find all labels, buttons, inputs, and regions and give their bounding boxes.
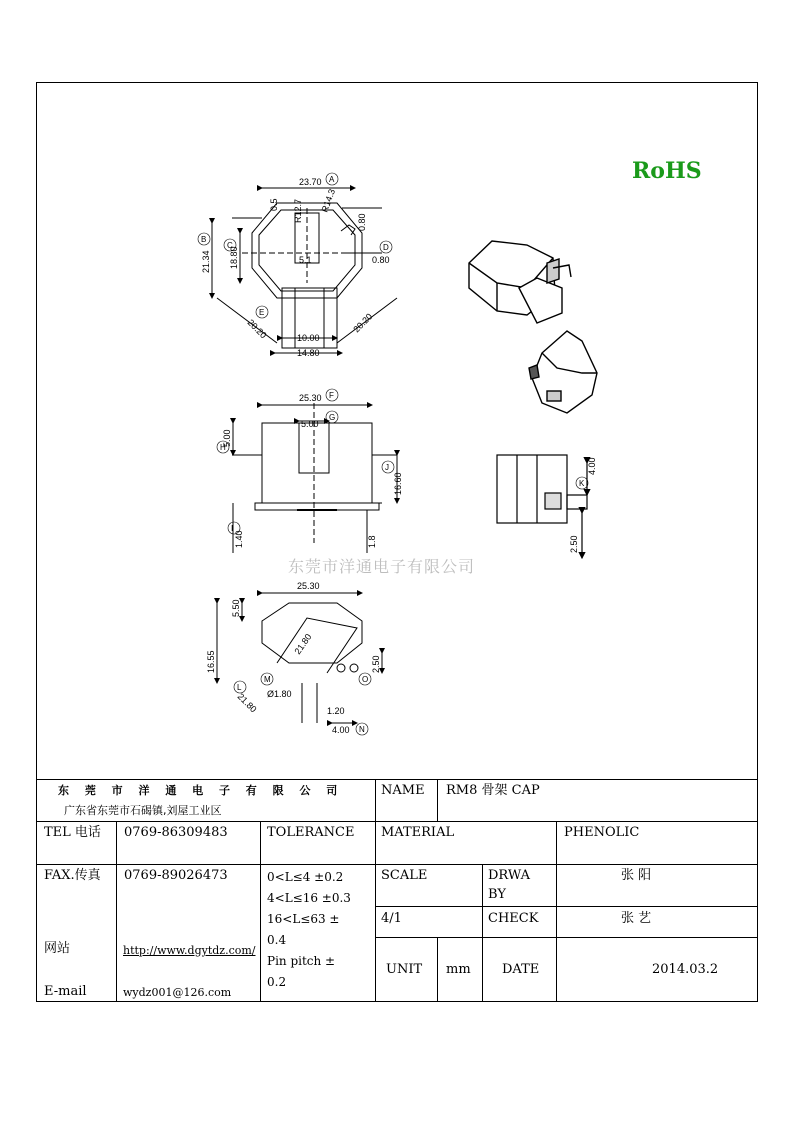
top-view	[212, 188, 397, 353]
dim-label: 16.60	[393, 472, 403, 495]
dim-label: 20.20	[245, 317, 269, 341]
email-label: E-mail	[44, 984, 87, 999]
fax-value: 0769-89026473	[124, 868, 228, 883]
watermark: 东莞市洋通电子有限公司	[288, 557, 476, 576]
tolerance-line: 0.4	[267, 933, 287, 947]
date-label: DATE	[502, 962, 540, 977]
website-label: 网站	[44, 941, 71, 956]
dim-label: 23.70	[299, 177, 322, 187]
material-label: MATERIAL	[381, 825, 455, 840]
email-value: wydz001@126.com	[123, 986, 232, 999]
fax-label: FAX.传真	[44, 868, 101, 883]
dim-label: 10.00	[297, 333, 320, 343]
unit-label: UNIT	[386, 962, 423, 977]
check-label: CHECK	[488, 911, 539, 926]
dim-label: 4.00	[587, 457, 597, 475]
dim-label: R12.7	[293, 198, 303, 223]
dim-label: 5.1	[299, 255, 312, 265]
name-label: NAME	[381, 783, 425, 798]
tolerance-line: Pin pitch ±	[267, 954, 336, 968]
dim-label: Ø1.80	[267, 689, 292, 699]
ref-letter: F	[329, 391, 334, 400]
tolerance-line: 0.2	[267, 975, 287, 989]
company-name: 东 莞 市 洋 通 电 子 有 限 公 司	[58, 784, 344, 797]
dim-label: 1.8	[367, 535, 377, 548]
dim-label: 4.00	[332, 725, 350, 735]
dim-label: 2.50	[371, 655, 381, 673]
drawn-by-label-2: BY	[488, 887, 506, 902]
dim-label: 16.55	[206, 650, 216, 673]
right-view-refs	[576, 477, 588, 489]
ref-letter: E	[259, 308, 265, 317]
tolerance-line: 0<L≤4 ±0.2	[267, 870, 344, 884]
drawn-by-value: 张 阳	[621, 868, 652, 883]
dim-label: 5.00	[222, 429, 232, 447]
ref-letter: B	[201, 235, 207, 244]
tolerance-line: 16<L≤63 ±	[267, 912, 340, 926]
dim-label: 21.80	[235, 691, 259, 715]
bottom-view-labels	[206, 581, 381, 735]
dim-label: 1.20	[327, 706, 345, 716]
ref-letter: D	[383, 243, 389, 252]
tel-value: 0769-86309483	[124, 825, 228, 840]
dim-label: 25.30	[299, 393, 322, 403]
ref-letter: I	[231, 524, 234, 533]
check-value: 张 艺	[621, 911, 652, 926]
right-view-labels	[569, 457, 597, 553]
dim-label: 21.80	[292, 631, 314, 657]
rohs-label: RoHS	[632, 158, 702, 184]
title-block	[36, 779, 758, 1002]
tolerance-label: TOLERANCE	[267, 825, 355, 840]
dim-label: 5.00	[301, 419, 319, 429]
ref-letter: G	[329, 413, 336, 422]
isometric-render-1	[469, 241, 571, 323]
ref-letter: M	[264, 675, 271, 684]
side-view-labels	[222, 393, 403, 548]
tolerance-values	[267, 867, 351, 993]
dim-label: 1.40	[234, 530, 244, 548]
dim-label: 5.50	[231, 599, 241, 617]
scale-value: 4/1	[381, 911, 402, 926]
dim-label: 0.5	[269, 198, 279, 211]
dim-label: 25.30	[297, 581, 320, 591]
tel-label: TEL 电话	[44, 825, 101, 840]
material-value: PHENOLIC	[564, 825, 640, 840]
dim-label: 0.80	[357, 213, 367, 231]
website-link[interactable]: http://www.dgytdz.com/	[123, 944, 256, 957]
ref-letter: A	[329, 175, 335, 184]
drawn-by-label-1: DRWA	[488, 868, 531, 883]
dim-label: 2.50	[569, 535, 579, 553]
ref-letter: N	[359, 725, 365, 734]
ref-letter: K	[579, 479, 585, 488]
name-value: RM8 骨架 CAP	[446, 783, 540, 798]
ref-letter: H	[220, 443, 226, 452]
dim-label: 20.20	[351, 311, 375, 335]
company-address: 广东省东莞市石碣镇,刘屋工业区	[64, 804, 222, 817]
date-value: 2014.03.2	[652, 962, 719, 977]
isometric-render-2	[529, 331, 597, 413]
dim-label: 18.80	[229, 246, 239, 269]
dim-label: R14.3	[319, 187, 338, 214]
unit-value: mm	[446, 962, 471, 977]
ref-letter: C	[227, 241, 233, 250]
technical-drawing	[37, 83, 757, 779]
ref-letter: O	[362, 675, 369, 684]
dim-label: 21.34	[201, 250, 211, 273]
scale-label: SCALE	[381, 868, 428, 883]
dim-label: 0.80	[372, 255, 390, 265]
dim-label: 14.80	[297, 348, 320, 358]
tolerance-line: 4<L≤16 ±0.3	[267, 891, 351, 905]
ref-letter: J	[385, 463, 389, 472]
ref-letter: L	[237, 683, 242, 692]
